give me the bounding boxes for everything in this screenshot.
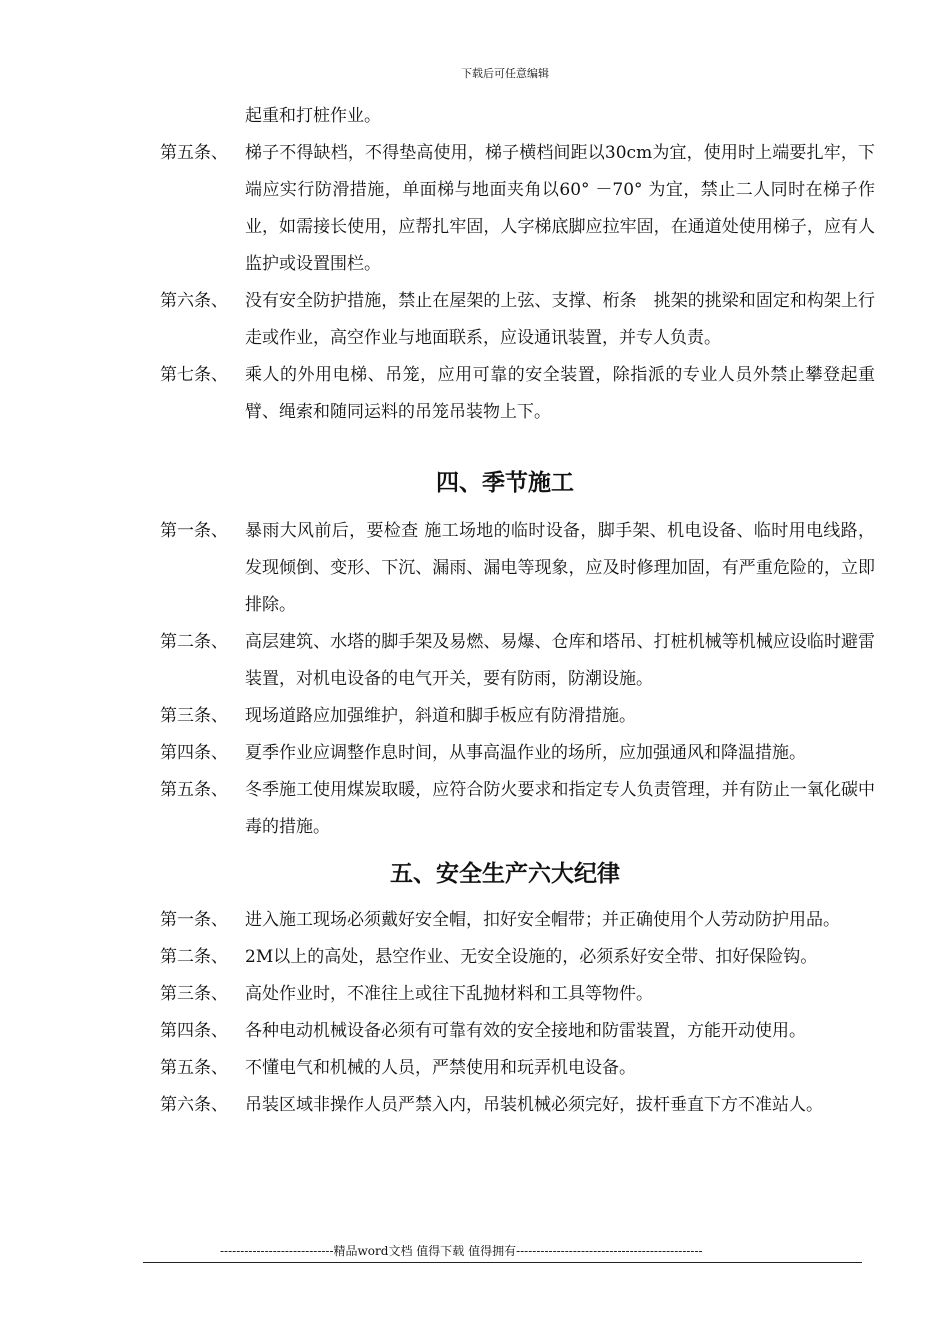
article-label: 第五条、 [160, 780, 228, 800]
article-text: 2M以上的高处，悬空作业、无安全设施的，必须系好安全带、扣好保险钩。 [245, 947, 818, 967]
article-text: 夏季作业应调整作息时间，从事高温作业的场所，应加强通风和降温措施。 [245, 743, 806, 763]
article-text: 高处作业时，不准往上或往下乱抛材料和工具等物件。 [245, 984, 653, 1004]
article-label: 第七条、 [160, 365, 228, 385]
article-label: 第二条、 [160, 632, 228, 652]
article-continuation [0, 98, 950, 135]
article-1 [0, 513, 950, 624]
article-label: 第一条、 [160, 910, 228, 930]
article-text: 现场道路应加强维护，斜道和脚手板应有防滑措施。 [245, 706, 636, 726]
page-footer: ----------------------------精品word文档 值得下载 值得拥有---------------------------------------------- [220, 1244, 703, 1258]
article-label: 第六条、 [160, 291, 228, 311]
article-text: 各种电动机械设备必须有可靠有效的安全接地和防雷装置，方能开动使用。 [245, 1021, 806, 1041]
footer-divider [143, 1262, 862, 1263]
article-text: 暴雨大风前后，要检查 施工场地的临时设备，脚手架、机电设备、临时用电线路，发现倾倒、变形、下沉、漏雨、漏电等现象，应及时修理加固，有严重危险的，立即排除。 [245, 521, 875, 615]
article-6 [0, 1087, 950, 1124]
section-title-six-disciplines: 五、安全生产六大纪律 [390, 861, 620, 887]
article-label: 第四条、 [160, 1021, 228, 1041]
article-text: 不懂电气和机械的人员，严禁使用和玩弄机电设备。 [245, 1058, 636, 1078]
article-label: 第六条、 [160, 1095, 228, 1115]
article-text: 没有安全防护措施，禁止在屋架的上弦、支撑、桁条 挑架的挑梁和固定和构架上行走或作业，高空作业与地面联系，应设通讯装置，并专人负责。 [245, 291, 875, 348]
page-header: 下载后可任意编辑 [461, 67, 549, 80]
article-text: 乘人的外用电梯、吊笼，应用可靠的安全装置，除指派的专业人员外禁止攀登起重臂、绳索和随同运料的吊笼吊装物上下。 [245, 365, 875, 422]
article-4 [0, 1013, 950, 1050]
article-label: 第一条、 [160, 521, 228, 541]
article-label: 第二条、 [160, 947, 228, 967]
article-text: 起重和打桩作业。 [245, 106, 381, 126]
article-label: 第三条、 [160, 706, 228, 726]
article-label: 第五条、 [160, 143, 228, 163]
article-label: 第四条、 [160, 743, 228, 763]
article-5 [0, 135, 950, 283]
article-3 [0, 976, 950, 1013]
article-2 [0, 939, 950, 976]
article-label: 第五条、 [160, 1058, 228, 1078]
article-text: 冬季施工使用煤炭取暖，应符合防火要求和指定专人负责管理，并有防止一氧化碳中毒的措施。 [245, 780, 875, 837]
article-5 [0, 1050, 950, 1087]
article-1 [0, 902, 950, 939]
article-3 [0, 698, 950, 735]
article-text: 高层建筑、水塔的脚手架及易燃、易爆、仓库和塔吊、打桩机械等机械应设临时避雷装置，对机电设备的电气开关，要有防雨，防潮设施。 [245, 632, 875, 689]
article-text: 梯子不得缺档，不得垫高使用，梯子横档间距以30cm为宜，使用时上端要扎牢，下端应实行防滑措施，单面梯与地面夹角以60° －70° 为宜，禁止二人同时在梯子作业，如需接长使用，应帮扎牢固，人字梯底脚应拉牢固，在通道处使用梯子，应有人监护或设置围栏。 [245, 143, 875, 274]
article-text: 进入施工现场必须戴好安全帽，扣好安全帽带；并正确使用个人劳动防护用品。 [245, 910, 840, 930]
article-5 [0, 772, 950, 846]
article-4 [0, 735, 950, 772]
article-6 [0, 283, 950, 357]
article-label: 第三条、 [160, 984, 228, 1004]
document-body [0, 98, 950, 1124]
section-title-seasonal: 四、季节施工 [436, 470, 574, 496]
article-7 [0, 357, 950, 431]
article-text: 吊装区域非操作人员严禁入内，吊装机械必须完好，拔杆垂直下方不准站人。 [245, 1095, 823, 1115]
article-2 [0, 624, 950, 698]
